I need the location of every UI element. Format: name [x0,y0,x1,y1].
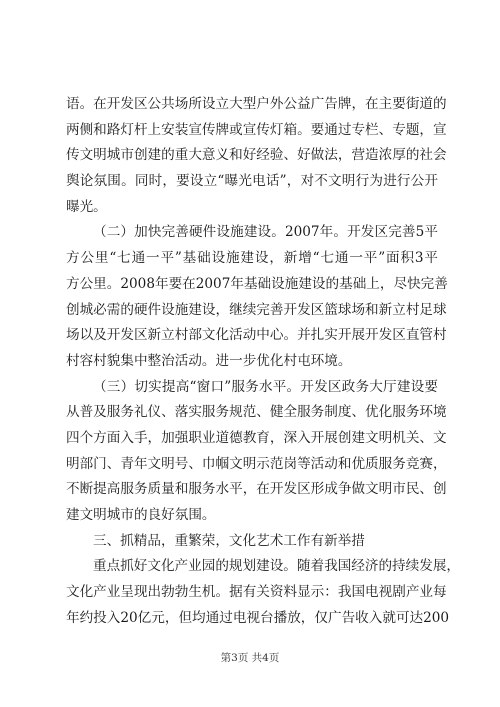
text-line: 重点抓好文化产业园的规划建设。随着我国经济的持续发展， [93,558,461,575]
text-line: 文化产业呈现出勃勃生机。据有关资料显示：我国电视剧产业每 [66,584,447,601]
text-line: 方公里“七通一平”基础设施建设，新增“七通一平”面积3平 [66,250,438,267]
text-line: 从普及服务礼仪、落实服务规范、健全服务制度、优化服务环境 [66,404,447,421]
text-line: 三、抓精品，重繁荣，文化艺术工作有新举措 [93,532,365,549]
text-line: （三）切实提高“窗口”服务水平。开发区政务大厅建设要 [93,378,438,395]
text-line: （二）加快完善硬件设施建设。2007年。开发区完善5平 [93,224,438,241]
text-line: 舆论氛围。同时，要设立“曝光电话”，对不文明行为进行公开 [66,173,438,190]
text-line: 场以及开发区新立村部文化活动中心。并扎实开展开发区直管村 [66,327,447,344]
text-line: 不断提高服务质量和服务水平，在开发区形成争做文明市民、创 [66,481,447,498]
text-line: 创城必需的硬件设施建设，继续完善开发区篮球场和新立村足球 [66,301,447,318]
text-line: 传文明城市创建的重大意义和好经验、好做法，营造浓厚的社会 [66,147,447,164]
text-line: 明部门、青年文明号、巾帼文明示范岗等活动和优质服务竞赛， [66,455,447,472]
text-line: 语。在开发区公共场所设立大型户外公益广告牌，在主要街道的 [66,96,447,112]
text-line: 村容村貌集中整治活动。进一步优化村屯环境。 [66,352,352,369]
text-line: 曝光。 [66,198,107,215]
text-line: 建文明城市的良好氛围。 [66,507,216,523]
text-line: 两侧和路灯杆上安装宣传牌或宣传灯箱。要通过专栏、专题，宣 [66,121,447,138]
text-line: 方公里。2008年要在2007年基础设施建设的基础上，尽快完善 [66,275,448,292]
text-line: 四个方面入手，加强职业道德教育，深入开展创建文明机关、文 [66,429,447,446]
body-text [66,92,461,631]
page-footer: 第3页 共4页 [220,652,280,664]
text-line: 年约投入20亿元，但均通过电视台播放，仅广告收入就可达200 [66,609,450,626]
